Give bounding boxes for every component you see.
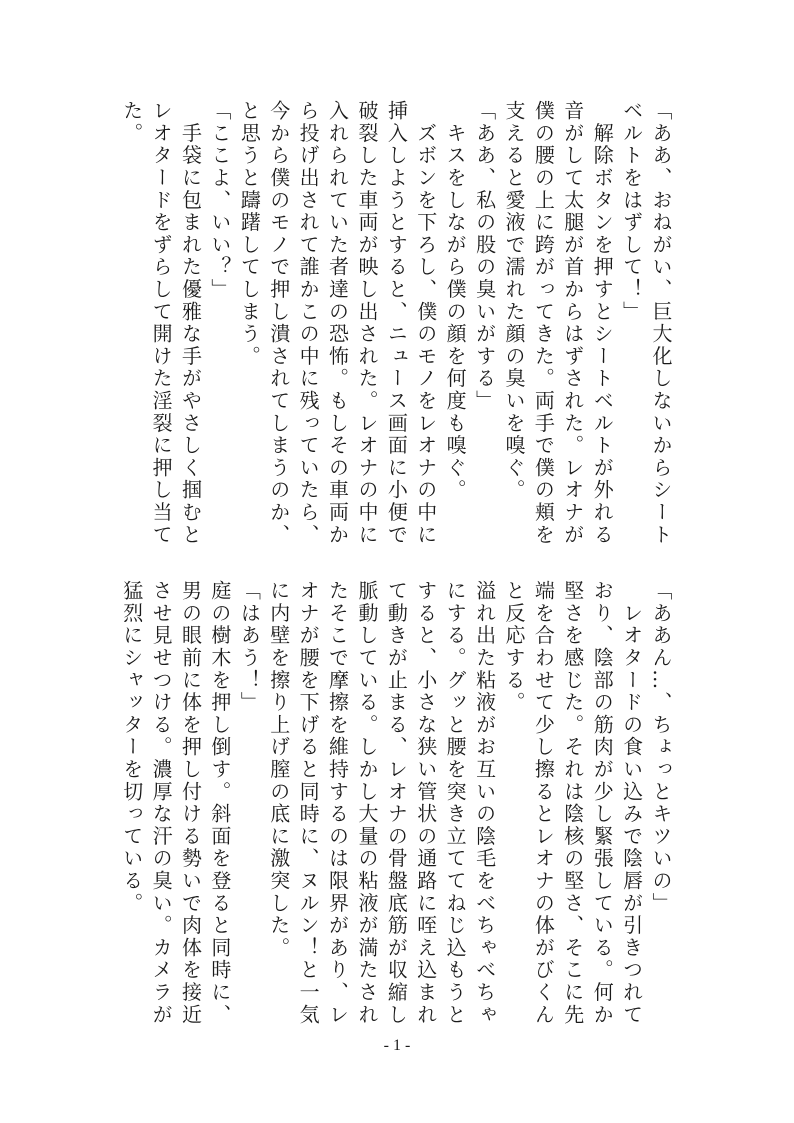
text-line: た。	[119, 100, 144, 145]
text-line: に内壁を擦り上げ膣の底に激突した。	[266, 580, 291, 960]
text-line: 手袋に包まれた優雅な手がやさしく掴むと	[178, 100, 203, 546]
text-line: 猛烈にシャッターを切っている。	[119, 580, 144, 915]
text-line: 溢れ出た粘液がお互いの陰毛をべちゃべちゃ	[472, 580, 497, 1026]
text-line: と思うと躊躇してしまう。	[237, 100, 262, 368]
text-line: 「ああ、おねがい、巨大化しないからシート	[649, 100, 673, 546]
text-line: 「ああ、私の股の臭いがする」	[472, 100, 497, 413]
text-line: 音がして太腿が首からはずされた。レオナが	[560, 100, 585, 546]
page-number: - 1 -	[383, 1037, 411, 1054]
bottom-text-block	[116, 580, 675, 1030]
top-text-block	[116, 100, 675, 550]
text-line: キスをしながら僕の顔を何度も嗅ぐ。	[443, 100, 468, 502]
text-line: ら投げ出されて誰かこの中に残っていたら、	[296, 100, 321, 546]
text-line: 「ああん…、ちょっとキツいの」	[649, 580, 673, 915]
text-line: ズボンを下ろし、僕のモノをレオナの中に	[413, 100, 438, 546]
text-line: レオタードをずらして開けた淫裂に押し当て	[149, 100, 174, 546]
text-line: と反応する。	[501, 580, 526, 714]
text-line: 端を合わせて少し擦るとレオナの体がびくん	[531, 580, 556, 1026]
text-line: 庭の樹木を押し倒す。斜面を登ると同時に、	[207, 580, 232, 1026]
text-line: にする。グッと腰を突き立ててねじ込もうと	[443, 580, 468, 1026]
text-line: 「はあう！」	[237, 580, 262, 714]
text-line: 「ここよ、いい？」	[207, 100, 232, 301]
text-line: ベルトをはずして！」	[619, 100, 644, 323]
text-line: 挿入しようとすると、ニュース画面に小便で	[384, 100, 409, 546]
text-line: オナが腰を下げると同時に、ヌルン！と一気	[296, 580, 321, 1026]
text-line: させ見せつける。濃厚な汗の臭い。カメラが	[149, 580, 174, 1026]
text-line: たそこで摩擦を維持するのは限界があり、レ	[325, 580, 350, 1026]
text-line: 支えると愛液で濡れた顔の臭いを嗅ぐ。	[501, 100, 526, 502]
text-line: 男の眼前に体を押し付ける勢いで肉体を接近	[178, 580, 203, 1026]
text-line: 脈動している。しかし大量の粘液が満たされ	[354, 580, 379, 1026]
text-line: て動きが止まる、レオナの骨盤底筋が収縮し	[384, 580, 409, 1026]
text-line: 僕の腰の上に跨がってきた。両手で僕の頬を	[531, 100, 556, 546]
text-line: 入れられていた者達の恐怖。もしその車両か	[325, 100, 350, 546]
text-line: 解除ボタンを押すとシートベルトが外れる	[590, 100, 615, 546]
text-line: 破裂した車両が映し出された。レオナの中に	[354, 100, 379, 546]
text-line: 堅さを感じた。それは陰核の堅さ、そこに先	[560, 580, 585, 1026]
text-line: おり、陰部の筋肉が少し緊張している。何か	[590, 580, 615, 1026]
text-line: 今から僕のモノで押し潰されてしまうのか、	[266, 100, 291, 546]
text-line: レオタードの食い込みで陰唇が引きつれて	[619, 580, 644, 1026]
text-line: すると、小さな狭い管状の通路に咥え込まれ	[413, 580, 438, 1026]
